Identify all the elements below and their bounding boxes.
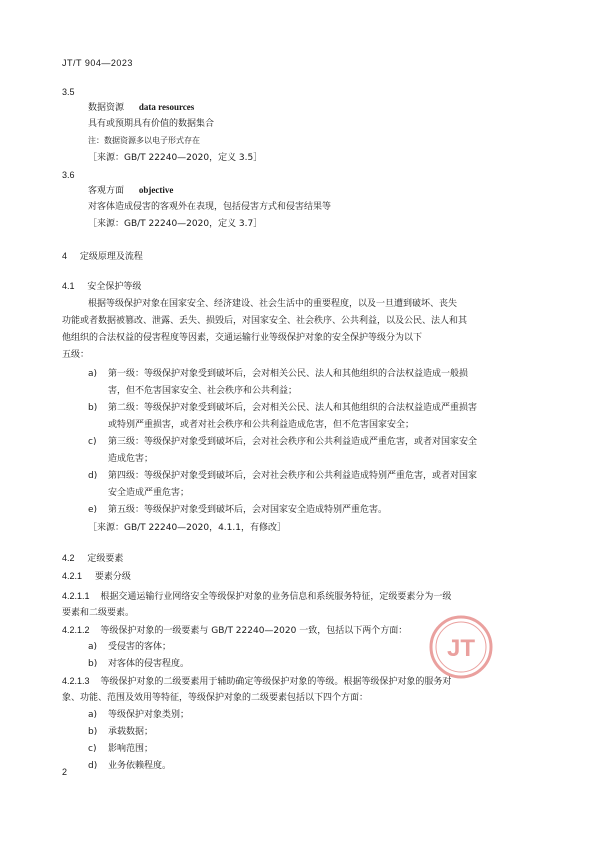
subsection-title: 安全保护等级 — [87, 282, 142, 292]
term-en: objective — [138, 185, 174, 195]
list-item-line: 害，但不危害国家安全、社会秩序和公共利益； — [108, 386, 298, 396]
list-item-line: 造成危害； — [108, 454, 154, 464]
list-marker: d) — [88, 761, 98, 771]
list-item-line: 第三级：等级保护对象受到破坏后，会对社会秩序和公共利益造成严重危害，或者对国家安全 — [108, 437, 478, 447]
clause-line — [62, 675, 451, 688]
clause-text: 等级保护对象的一级要素与 GB/T 22240—2020 一致，包括以下两个方面： — [100, 626, 408, 636]
section-number: 4 — [62, 251, 68, 261]
list-item-line: 第四级：等级保护对象受到破坏后，会对社会秩序和公共利益造成特别严重危害，或者对国家 — [108, 471, 478, 481]
clause-text: 根据交通运输行业网络安全等级保护对象的业务信息和系统服务特征，定级要素分为一级 — [100, 592, 452, 602]
clause-title: 要素分级 — [94, 572, 131, 582]
list-item-line: 第五级：等级保护对象受到破坏后，会对国家安全造成特别严重危害。 — [108, 505, 388, 515]
term-title — [88, 184, 173, 197]
list-item-line: 第一级：等级保护对象受到破坏后，会对相关公民、法人和其他组织的合法权益造成一般损 — [108, 369, 469, 379]
clause-number: 4.2.1.1 — [62, 591, 90, 601]
list-item-line: 等级保护对象类别； — [108, 710, 190, 720]
list-item-line: 影响范围； — [108, 744, 154, 754]
list-item-line: 受侵害的客体； — [108, 642, 172, 652]
paragraph-line: 功能或者数据被篡改、泄露、丢失、损毁后，对国家安全、社会秩序、公共利益，以及公民、法人和其 — [62, 316, 468, 326]
term-number: 3.6 — [62, 170, 75, 180]
subsection-number: 4.1 — [62, 281, 75, 291]
clause-number: 4.2.1 — [62, 571, 83, 581]
list-item-line: 或特别严重损害，或者对社会秩序和公共利益造成危害，但不危害国家安全； — [108, 420, 415, 430]
svg-text:JT: JT — [446, 635, 476, 662]
subsection-heading — [62, 280, 141, 293]
paragraph-line: 他组织的合法权益的侵害程度等因素，交通运输行业等级保护对象的安全保护等级分为以下 — [62, 333, 423, 343]
list-marker: b) — [88, 659, 98, 669]
standard-number: JT/T 904—2023 — [62, 58, 133, 68]
term-number: 3.5 — [62, 87, 75, 97]
term-definition: 具有或预期具有价值的数据集合 — [88, 119, 215, 129]
list-marker: b) — [88, 403, 98, 413]
section-title: 定级原理及流程 — [79, 252, 143, 262]
subsection-title: 定级要素 — [87, 554, 124, 564]
term-en: data resources — [138, 102, 195, 112]
term-zh: 客观方面 — [88, 186, 125, 196]
term-source: ［来源：GB/T 22240—2020，定义 3.5］ — [88, 153, 263, 163]
list-marker: a) — [88, 710, 98, 720]
list-item-line: 第二级：等级保护对象受到破坏后，会对相关公民、法人和其他组织的合法权益造成严重损害 — [108, 403, 478, 413]
clause-text: 等级保护对象的二级要素用于辅助确定等级保护对象的等级。根据等级保护对象的服务对 — [100, 677, 452, 687]
paragraph-line: 五级： — [62, 350, 90, 360]
clause-number: 4.2.1.3 — [62, 676, 90, 686]
list-marker: c) — [88, 437, 97, 447]
jt-watermark-logo — [428, 614, 494, 680]
term-note: 注：数据资源多以电子形式存在 — [88, 136, 200, 145]
term-zh: 数据资源 — [88, 103, 125, 113]
list-item-line: 承载数据； — [108, 727, 154, 737]
list-item-line: 业务依赖程度。 — [108, 761, 172, 771]
clause-line: 象、功能、范围及效用等特征，等级保护对象的二级要素包括以下四个方面： — [62, 693, 369, 703]
list-marker: b) — [88, 727, 98, 737]
clause-line — [62, 624, 407, 637]
list-marker: d) — [88, 471, 98, 481]
term-title — [88, 101, 194, 114]
clause-line: 要素和二级要素。 — [62, 608, 135, 618]
clause-number: 4.2.1.2 — [62, 625, 90, 635]
list-marker: e) — [88, 505, 98, 515]
seal-icon — [428, 614, 494, 680]
clause-line — [62, 590, 451, 603]
list-marker: c) — [88, 744, 97, 754]
paragraph-source: ［来源：GB/T 22240—2020，4.1.1，有修改］ — [88, 523, 286, 533]
list-marker: a) — [88, 642, 98, 652]
page-number: 2 — [62, 767, 68, 777]
subsection-number: 4.2 — [62, 553, 75, 563]
term-source: ［来源：GB/T 22240—2020，定义 3.7］ — [88, 219, 263, 229]
section-heading — [62, 250, 143, 263]
list-item-line: 对客体的侵害程度。 — [108, 659, 190, 669]
clause-heading — [62, 570, 131, 583]
subsection-heading — [62, 552, 123, 565]
list-item-line: 安全造成严重危害； — [108, 488, 190, 498]
list-marker: a) — [88, 369, 98, 379]
paragraph-line: 根据等级保护对象在国家安全、经济建设、社会生活中的重要程度，以及一旦遭到破坏、丧失 — [88, 299, 458, 309]
term-definition: 对客体造成侵害的客观外在表现，包括侵害方式和侵害结果等 — [88, 202, 332, 212]
